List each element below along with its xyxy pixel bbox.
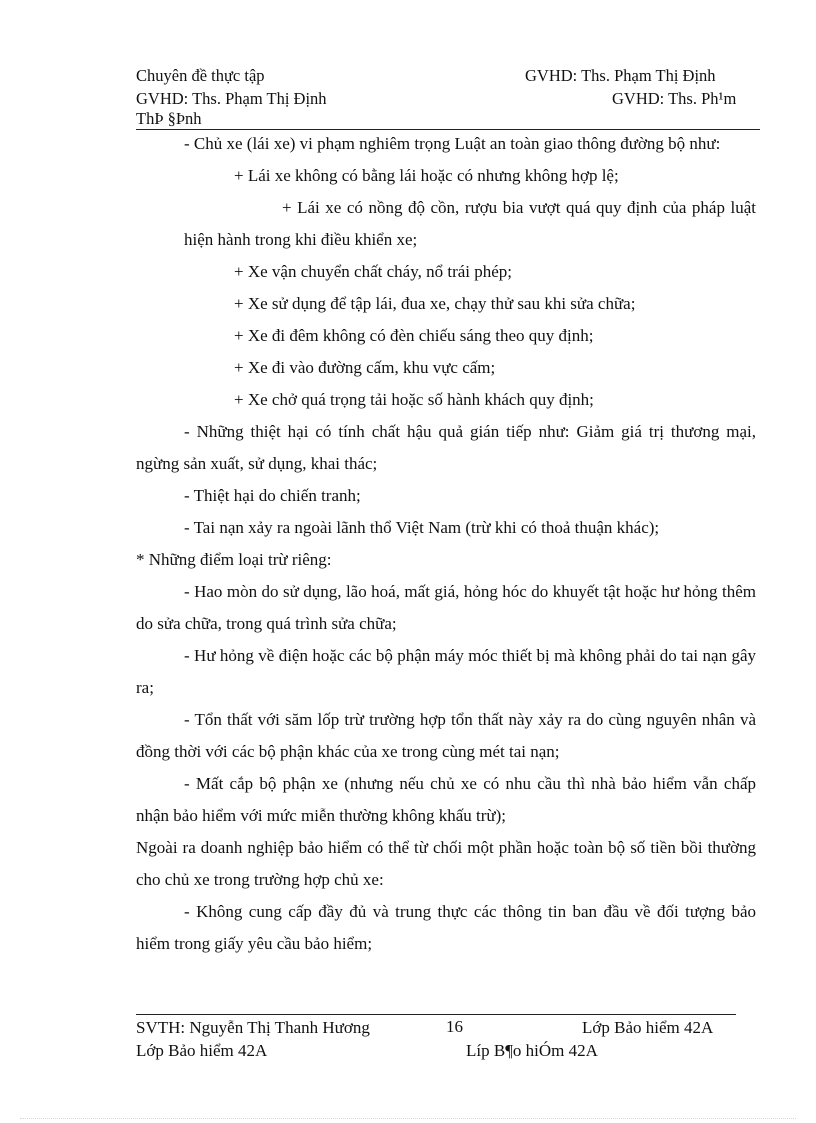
paragraph: - Những thiệt hại có tính chất hậu quả gián tiếp như: Giảm giá trị thương mại, ngừng sản xuất, sử dụng, khai thác; <box>136 422 756 473</box>
header-advisor: GVHD: Ths. Phạm Thị Định <box>525 66 716 85</box>
paragraph: - Tổn thất với săm lốp trừ trường hợp tổn thất này xảy ra do cùng nguyên nhân và đồng thời với các bộ phận khác của xe trong cùng mét tai nạn; <box>136 710 756 761</box>
list-item: + Xe chở quá trọng tải hoặc số hành khách quy định; <box>234 390 594 409</box>
header-advisor-2: GVHD: Ths. Phạm Thị Định <box>136 89 327 108</box>
footer-class: Lớp Bảo hiểm 42A <box>582 1018 714 1037</box>
list-item: + Lái xe không có bằng lái hoặc có nhưng không hợp lệ; <box>234 166 619 185</box>
section-heading: * Những điểm loại trừ riêng: <box>136 550 332 569</box>
paragraph: - Chủ xe (lái xe) vi phạm nghiêm trọng Luật an toàn giao thông đường bộ như: <box>184 134 721 153</box>
header-topic: Chuyên đề thực tập <box>136 66 265 85</box>
footer-class-3: Líp B¶o hiÓm 42A <box>466 1041 598 1060</box>
paragraph: - Hư hỏng về điện hoặc các bộ phận máy móc thiết bị mà không phải do tai nạn gây ra; <box>136 646 756 697</box>
footer-rule <box>136 1014 736 1015</box>
paragraph: - Hao mòn do sử dụng, lão hoá, mất giá, hỏng hóc do khuyết tật hoặc hư hỏng thêm do sửa chữa, trong quá trình sửa chữa; <box>136 582 756 633</box>
paragraph: - Không cung cấp đầy đủ và trung thực các thông tin ban đầu về đối tượng bảo hiểm trong giấy yêu cầu bảo hiểm; <box>136 902 756 953</box>
page-number: 16 <box>446 1017 463 1036</box>
list-item: + Xe sử dụng để tập lái, đua xe, chạy thử sau khi sửa chữa; <box>234 294 636 313</box>
header-advisor-3: GVHD: Ths. Ph¹m <box>612 89 737 108</box>
list-item: + Xe đi vào đường cấm, khu vực cấm; <box>234 358 496 377</box>
footer-class-2: Lớp Bảo hiểm 42A <box>136 1041 268 1060</box>
paragraph: - Mất cắp bộ phận xe (nhưng nếu chủ xe có nhu cầu thì nhà bảo hiểm vẫn chấp nhận bảo hiểm với mức miễn thường không khấu trừ); <box>136 774 756 825</box>
list-item: + Xe vận chuyển chất cháy, nổ trái phép; <box>234 262 513 281</box>
list-item: + Lái xe có nồng độ cồn, rượu bia vượt quá quy định của pháp luật hiện hành trong khi điều khiển xe; <box>184 198 756 249</box>
page-edge-divider <box>20 1118 796 1119</box>
paragraph: - Tai nạn xảy ra ngoài lãnh thổ Việt Nam (trừ khi có thoả thuận khác); <box>184 518 660 537</box>
list-item: + Xe đi đêm không có đèn chiếu sáng theo quy định; <box>234 326 594 345</box>
page-body <box>136 128 756 960</box>
header-advisor-name-fragment: ThÞ §Þnh <box>136 109 202 128</box>
footer-student: SVTH: Nguyễn Thị Thanh Hương <box>136 1018 370 1037</box>
paragraph: - Thiệt hại do chiến tranh; <box>184 486 361 505</box>
paragraph: Ngoài ra doanh nghiệp bảo hiểm có thể từ chối một phần hoặc toàn bộ số tiền bồi thường cho chủ xe trong trường hợp chủ xe: <box>136 838 756 889</box>
